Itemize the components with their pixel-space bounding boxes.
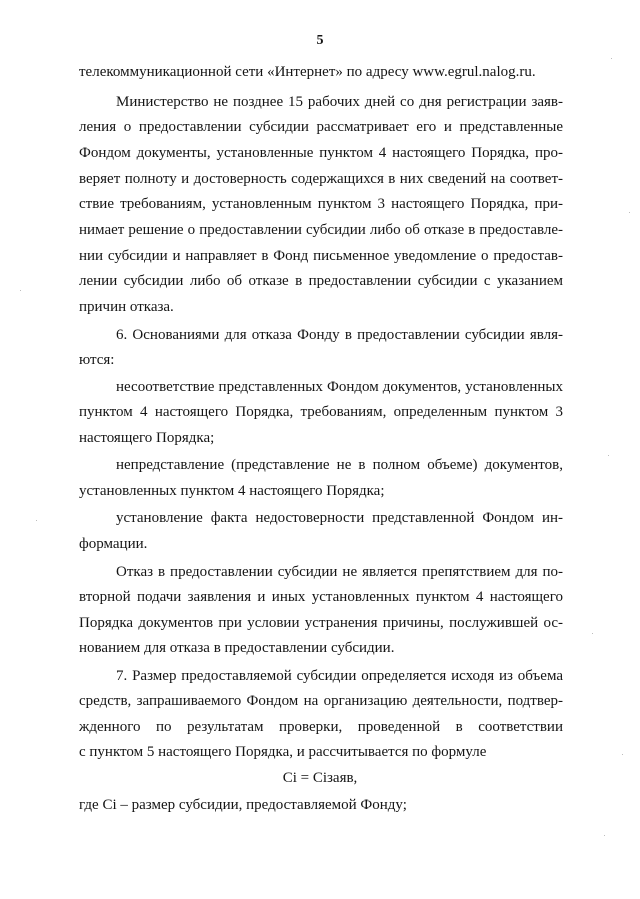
text-line: причин отказа. [79, 299, 174, 315]
scan-speck [622, 754, 623, 755]
text-line: лении субсидии либо об отказе в предоставлении субсидии с указанием [79, 273, 563, 289]
text-line: ствие требованиям, установленным пунктом 3 настоящего Порядка, при- [79, 196, 563, 212]
text-line: пунктом 4 настоящего Порядка, требованиям, определенным пунктом 3 [79, 404, 563, 420]
text-line: настоящего Порядка; [79, 430, 215, 446]
text-line: телекоммуникационной сети «Интернет» по адресу www.egrul.nalog.ru. [79, 64, 536, 80]
text-line: нии субсидии и направляет в Фонд письменное уведомление о предостав- [79, 248, 563, 264]
page-number: 5 [316, 33, 324, 48]
text-line: формации. [79, 536, 148, 552]
text-line: с пунктом 5 настоящего Порядка, и рассчитывается по формуле [79, 744, 487, 760]
text-line: ются: [79, 352, 115, 368]
text-line: вторной подачи заявления и иных установленных пунктом 4 настоящего [79, 589, 563, 605]
text-line: ления о предоставлении субсидии рассматривает его и представленные [79, 119, 563, 135]
formula: Ci = Ciзаяв, [282, 770, 358, 786]
scan-speck [604, 835, 605, 836]
text-line: нимает решение о предоставлении субсидии либо об отказе в предоставле- [79, 222, 563, 238]
text-line: Фондом документы, установленные пунктом 4 настоящего Порядка, про- [79, 145, 563, 161]
text-line: Отказ в предоставлении субсидии не является препятствием для по- [116, 564, 563, 580]
text-line: средств, запрашиваемого Фондом на организацию деятельности, подтвер- [79, 693, 563, 709]
text-line: 6. Основаниями для отказа Фонду в предоставлении субсидии явля- [116, 327, 563, 343]
text-line: несоответствие представленных Фондом документов, установленных [116, 379, 563, 395]
text-line: Порядка документов при условии устранения причины, послужившей ос- [79, 615, 563, 631]
scan-speck [611, 58, 612, 59]
scan-speck [592, 633, 593, 634]
text-line: где Ci – размер субсидии, предоставляемой Фонду; [79, 797, 407, 813]
scan-speck [608, 455, 609, 456]
text-line: Министерство не позднее 15 рабочих дней со дня регистрации заяв- [116, 94, 563, 110]
text-line: установление факта недостоверности представленной Фондом ин- [116, 510, 563, 526]
text-line: 7. Размер предоставляемой субсидии определяется исходя из объема [116, 668, 563, 684]
scan-speck [629, 212, 630, 213]
text-line: веряет полноту и достоверность содержащихся в них сведений на соответ- [79, 171, 563, 187]
text-line: непредставление (представление не в полном объеме) документов, [116, 457, 563, 473]
scan-speck [20, 290, 21, 291]
text-line: нованием для отказа в предоставлении субсидии. [79, 640, 395, 656]
scan-speck [36, 520, 37, 521]
text-line: установленных пунктом 4 настоящего Порядка; [79, 483, 385, 499]
text-line: жденного по результатам проверки, проведенной в соответствии [79, 719, 563, 735]
